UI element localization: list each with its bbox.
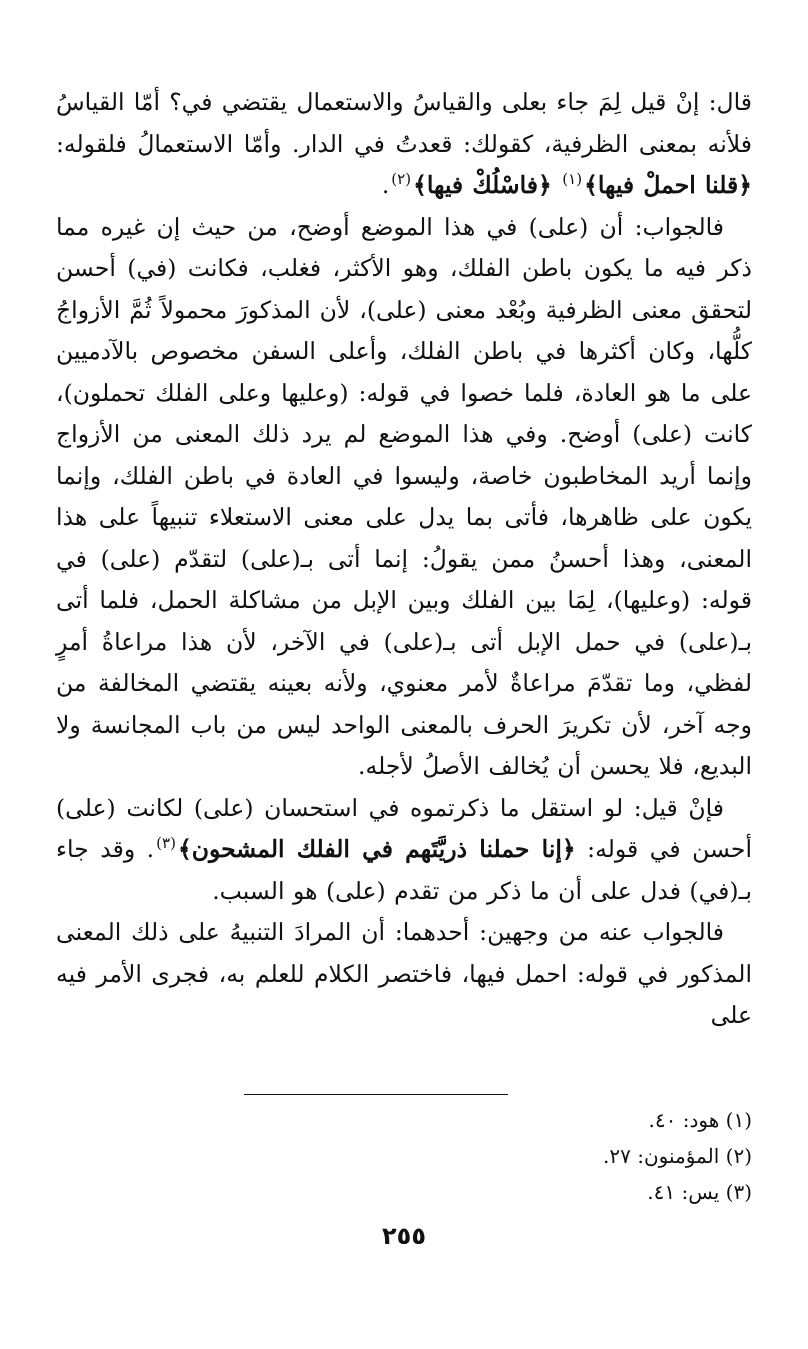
text-segment: فالجواب عنه من وجهين: أحدهما: أن المرادَ التنبيهُ على ذلك المعنى المذكور في قوله: احمل فيها، فاختصر الكلام للعلم به، فجرى الأمر فيه على xyxy=(56,918,752,1029)
page-number: ٢٥٥ xyxy=(382,1222,426,1250)
footnote-3: (٣) يس: ٤١. xyxy=(647,1180,752,1204)
footnote-reference: (٣) xyxy=(156,834,176,853)
footnote-1: (١) هود: ٤٠. xyxy=(648,1108,752,1132)
main-text xyxy=(56,82,752,1037)
paragraph-4 xyxy=(56,912,752,1037)
footnotes xyxy=(56,1102,752,1210)
quran-quote: ﴿قلنا احملْ فيها﴾ xyxy=(584,171,752,199)
text-segment: فإنْ قيل: لو استقل ما ذكرتموه في استحسان (على) لكانت (على) أحسن في قوله: xyxy=(56,793,752,863)
text-segment: . xyxy=(381,171,390,199)
paragraph-1 xyxy=(56,82,752,207)
text-segment: فالجواب: أن (على) في هذا الموضع أوضح، من حيث إن غيره مما ذكر فيه ما يكون باطن الفلك، وهو الأكثر، فغلب، فكانت (في) أحسن لتحقق معنى الظرفية وبُعْد معنى (على)، لأن المذكورَ محمولاً ثُمَّ الأزواجُ كلُّها، وكان أكثرها في باطن الفلك، وأعلى السفن مخصوص بالآدميين على ما هو العادة، فلما خصوا في قوله: (وعليها وعلى الفلك تحملون)، كانت (على) أوضح. وفي هذا الموضع لم يرد ذلك المعنى من الأزواج وإنما أريد المخاطبون خاصة، وليسوا في العادة في باطن الفلك، وإنما يكون على ظاهرها، فأتى بما يدل على معنى الاستعلاء تنبيهاً على هذا المعنى، وهذا أحسنُ ممن يقولُ: إنما أتى بـ(على) لتقدّم (على) في قوله: (وعليها)، لِمَا بين الفلك وبين الإبل من مشاكلة الحمل، فلما أتى بـ(على) في حمل الإبل أتى بـ(على) في الآخر، لأن هذا مراعاةُ أمرٍ لفظي، وما تقدّمَ مراعاةٌ لأمر معنوي، ولأنه بعينه يقتضي المخالفة من وجه آخر، لأن تكريرَ الحرف بالمعنى الواحد ليس من باب المجانسة ولا البديع، فلا يحسن أن يُخالف الأصلُ لأجله. xyxy=(56,212,752,780)
footnote-separator xyxy=(244,1094,508,1095)
text-segment: قال: إنْ قيل لِمَ جاء بعلى والقياسُ والاستعمال يقتضي في؟ أمّا القياسُ فلأنه بمعنى الظرفية، كقولك: قعدتُ في الدار. وأمّا الاستعمالُ فلقوله: xyxy=(56,88,752,158)
quran-quote: ﴿إنا حملنا ذريَّتَهم في الفلك المشحون﴾ xyxy=(177,835,576,863)
paragraph-2 xyxy=(56,207,752,788)
footnote-2: (٢) المؤمنون: ٢٧. xyxy=(603,1144,752,1168)
paragraph-3 xyxy=(56,788,752,913)
quran-quote: ﴿فاسْلُكْ فيها﴾ xyxy=(413,171,552,199)
text-segment xyxy=(552,171,560,199)
text-segment: . وقد جاء بـ(في) فدل على أن ما ذكر من تقدم (على) هو السبب. xyxy=(56,835,752,905)
footnote-reference: (١) xyxy=(562,170,583,189)
footnote-reference: (٢) xyxy=(391,170,412,189)
